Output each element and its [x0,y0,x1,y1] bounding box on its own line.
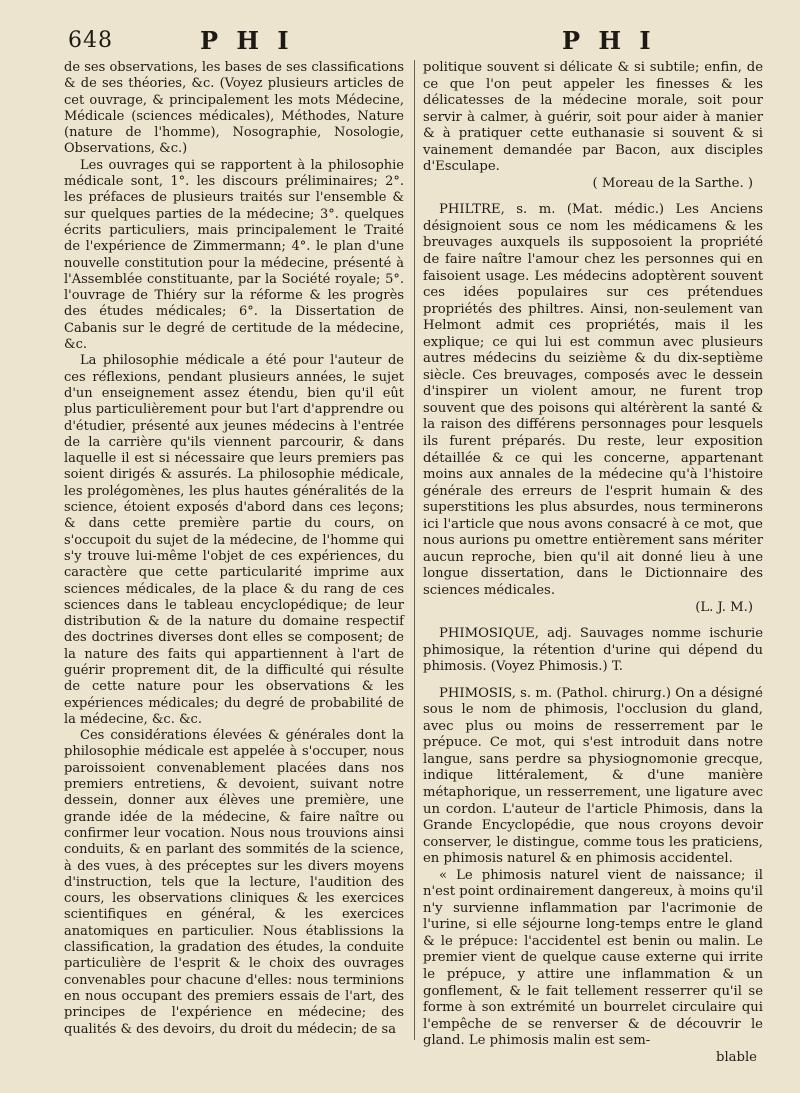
entry-phimosique: PHIMOSIQUE, adj. Sauvages nomme ischurie phimosique, la rétention d'urine qui dépend du phimosis. (Voyez Phimosis.) T. [423,626,763,675]
paragraph: Ces considérations élevées & générales dont la philosophie médicale est appelée à s'occuper, nous paroissoient convenablement placées dans nos premiers entretiens, & devoient, suivant notre dessein, donner aux élèves une première, une grande idée de la médecine, & faire naître ou confirmer leur vocation. Nous nous trouvions ainsi conduits, & en parlant des sommités de la science, à des vues, à des préceptes sur les divers moyens d'instruction, tels que la lecture, l'audition des cours, les observations cliniques & les exercices scientifiques en général, & les exercices anatomiques en particulier. Nous établissions la classification, la gradation des études, la conduite particulière de l'esprit & le choix des ouvrages convenables pour chacune d'elles: nous terminions en nous occupant des premiers essais de l'art, des principes de l'expérience en médecine; des qualités & des devoirs, du droit du médecin; de sa [64,728,404,1037]
right-column [423,60,763,1066]
paragraph: Les ouvrages qui se rapportent à la philosophie médicale sont, 1°. les discours préliminaires; 2°. les préfaces de plusieurs traités sur l'ensemble & sur quelques parties de la médecine; 3°. quelques écrits particuliers, mais principalement le Traité de l'expérience de Zimmermann; 4°. le plan d'une nouvelle constitution pour la médecine, présenté à l'Assemblée constituante, par la Société royale; 5°. l'ouvrage de Thiéry sur la réforme & les progrès des études médicales; 6°. la Dissertation de Cabanis sur le degré de certitude de la médecine, &c. [64,157,404,353]
entry-philtre: PHILTRE, s. m. (Mat. médic.) Les Anciens désignoient sous ce nom les médicamens & les breuvages auxquels ils supposoient la propriété de faire naître l'amour chez les personnes qui en faisoient usage. Les médecins adoptèrent souvent ces idées populaires sur ces prétendues propriétés des philtres. Ainsi, non-seulement van Helmont admit ces propriétés, mais il les explique; ce qui lui est commun avec plusieurs autres médecins du seizième & du dix-septième siècle. Ces breuvages, composés avec le dessein d'inspirer un violent amour, ne furent trop souvent que des poisons qui altérèrent la santé & la raison des différens personnages pour lesquels ils furent préparés. Du reste, leur exposition détaillée & ce qui les concerne, appartenant moins aux annales de la médecine qu'à l'histoire générale des erreurs de l'esprit humain & des superstitions les plus absurdes, nous terminerons ici l'article que nous avons consacré à ce mot, que nous aurions pu omettre entièrement sans mériter aucun reproche, bien qu'il ait donné lieu à une longue dissertation, dans le Dictionnaire des sciences médicales. [423,202,763,598]
catchword: blable [716,1049,757,1065]
left-column [64,60,404,1038]
column-divider [414,60,415,1040]
running-head-right: P H I [562,26,656,55]
quotation-paragraph: « Le phimosis naturel vient de naissance; il n'est point ordinairement dangereux, à moins qu'il n'y survienne inflammation par l'acrimonie de l'urine, si elle séjourne long-temps entre le gland & le prépuce: l'accidentel est benin ou malin. Le premier vient de quelque cause externe qui irrite le prépuce, y attire une inflammation & un gonflement, & le fait tellement resserrer qu'il se forme à son extrémité un bourrelet circulaire qui l'empêche de se renverser & de découvrir le gland. Le phimosis malin est sem- [423,867,763,1049]
page-header [0,20,800,56]
paragraph: de ses observations, les bases de ses classifications & de ses théories, &c. (Voyez plusieurs articles de cet ouvrage, & principalement les mots Médecine, Médicale (sciences médicales), Méthodes, Nature (nature de l'homme), Nosographie, Nosologie, Observations, &c.) [64,60,404,157]
author-signature: (L. J. M.) [695,599,753,615]
author-signature: ( Moreau de la Sarthe. ) [592,175,753,191]
paragraph: La philosophie médicale a été pour l'auteur de ces réflexions, pendant plusieurs années, le sujet d'un enseignement assez étendu, bien qu'il eût plus particulièrement pour but l'art d'apprendre ou d'étudier, présenté aux jeunes médecins à l'entrée de la carrière qu'ils viennent parcourir, & dans laquelle il est si nécessaire que leurs premiers pas soient dirigés & assurés. La philosophie médicale, les prolégomènes, les plus hautes généralités de la science, étoient exposés d'abord dans ces leçons; & dans cette première partie du cours, on s'occupoit du sujet de la médecine, de l'homme qui s'y trouve lui-même l'objet de ces expériences, du caractère que cette particularité imprime aux sciences médicales, de la place & du rang de ces sciences dans le tableau encyclopédique; de leur distribution & de la nature du domaine respectif des doctrines diverses dont elles se composent; de la nature des faits qui appartiennent à l'art de guérir proprement dit, de la difficulté qui résulte de cette nature pour les observations & les expériences médicales; du degré de probabilité de la médecine, &c. &c. [64,353,404,727]
entry-phimosis: PHIMOSIS, s. m. (Pathol. chirurg.) On a désigné sous le nom de phimosis, l'occlusion du gland, avec plus ou moins de resserrement par le prépuce. Ce mot, qui s'est introduit dans notre langue, sans perdre sa physiognomonie grecque, indique littéralement, & d'une manière métaphorique, un resserrement, une ligature avec un cordon. L'auteur de l'article Phimosis, dans la Grande Encyclopédie, que nous croyons devoir conserver, le distingue, comme tous les praticiens, en phimosis naturel & en phimosis accidentel. [423,685,763,867]
page-number: 648 [68,28,113,53]
running-head-left: P H I [200,26,294,55]
paragraph: politique souvent si délicate & si subtile; enfin, de ce que l'on peut appeler les finesses & les délicatesses de la médecine morale, soit pour servir à calmer, à guérir, soit pour aider à manier & à pratiquer cette euthanasie si souvent & si vainement demandée par Bacon, aux disciples d'Esculape. [423,60,763,175]
